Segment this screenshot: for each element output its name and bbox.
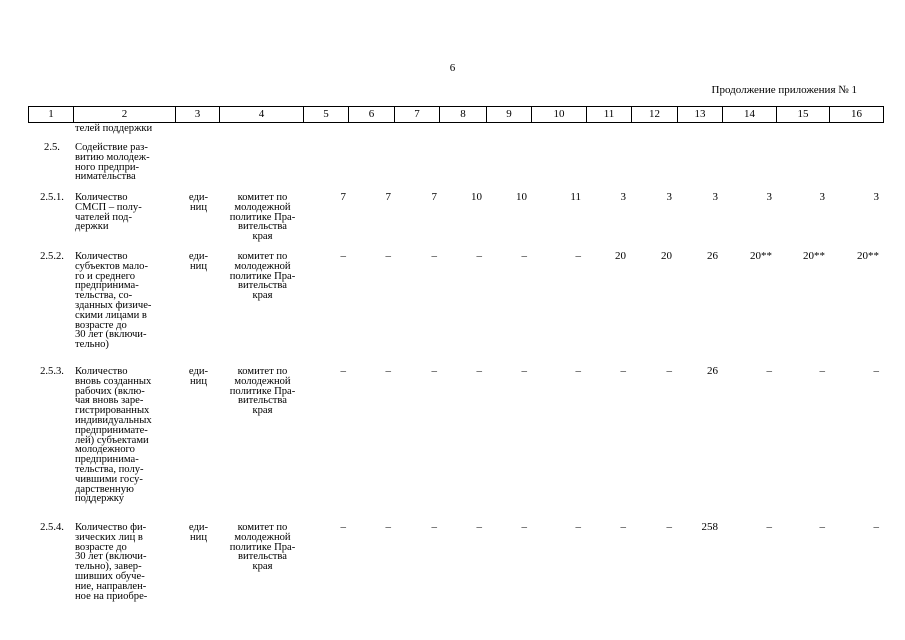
row-number: 2.5.	[44, 142, 60, 153]
header-cell: 2	[74, 107, 176, 123]
value-cell: –	[521, 250, 527, 262]
value-cell: –	[476, 365, 482, 377]
value-cell: –	[873, 365, 879, 377]
row-number: 2.5.4.	[40, 522, 64, 533]
value-cell: 3	[766, 191, 772, 203]
value-cell: 11	[570, 191, 581, 203]
value-cell: –	[766, 365, 772, 377]
value-cell: 20	[615, 250, 626, 262]
value-cell: –	[431, 365, 437, 377]
value-cell: 20**	[857, 250, 879, 262]
value-cell: –	[766, 521, 772, 533]
value-cell: 7	[385, 191, 391, 203]
appendix-caption: Продолжение приложения № 1	[711, 84, 857, 96]
header-cell: 14	[723, 107, 777, 123]
value-cell: 3	[712, 191, 718, 203]
header-cell: 5	[304, 107, 349, 123]
indicator-name: Содействие раз- витию молодеж- ного предпри- нимательства	[75, 142, 150, 183]
header-cell: 4	[220, 107, 304, 123]
header-cell: 1	[29, 107, 74, 123]
carryover-text: телей поддержки	[75, 123, 153, 134]
responsible-executor: комитет по молодежной политике Пра- вительства края	[229, 251, 296, 302]
value-cell: 3	[873, 191, 879, 203]
row-number: 2.5.1.	[40, 192, 64, 203]
value-cell: 26	[707, 365, 718, 377]
indicator-name: Количество вновь созданных рабочих (вклю- чая вновь заре- гистрированных индивидуальных предпринимате- лей) субъектами молодежного предпринима- тельства, полу- чившими госу- дарственную поддержку	[75, 366, 152, 505]
header-cell: 13	[678, 107, 723, 123]
row-number: 2.5.2.	[40, 251, 64, 262]
value-cell: 7	[431, 191, 437, 203]
value-cell: –	[476, 250, 482, 262]
indicator-name: Количество фи- зических лиц в возрасте до 30 лет (включи- тельно), завер- шивших обуче- ние, направлен- ное на приобре-	[75, 522, 148, 602]
responsible-executor: комитет по молодежной политике Пра- вительства края	[229, 192, 296, 243]
value-cell: 7	[340, 191, 346, 203]
value-cell: 26	[707, 250, 718, 262]
value-cell: 3	[819, 191, 825, 203]
header-cell: 9	[487, 107, 532, 123]
value-cell: 3	[666, 191, 672, 203]
row-number: 2.5.3.	[40, 366, 64, 377]
value-cell: –	[476, 521, 482, 533]
value-cell: –	[620, 365, 626, 377]
header-cell: 16	[830, 107, 884, 123]
value-cell: –	[340, 250, 346, 262]
header-cell: 8	[440, 107, 487, 123]
value-cell: –	[431, 250, 437, 262]
value-cell: –	[620, 521, 626, 533]
value-cell: 20**	[803, 250, 825, 262]
value-cell: –	[666, 521, 672, 533]
value-cell: –	[431, 521, 437, 533]
column-number-header	[28, 106, 884, 123]
value-cell: –	[340, 365, 346, 377]
header-cell: 12	[632, 107, 678, 123]
value-cell: –	[385, 250, 391, 262]
value-cell: –	[666, 365, 672, 377]
value-cell: 258	[701, 521, 718, 533]
value-cell: –	[521, 365, 527, 377]
header-cell: 10	[532, 107, 587, 123]
value-cell: –	[385, 521, 391, 533]
page-number: 6	[449, 62, 456, 74]
value-cell: 10	[471, 191, 482, 203]
unit-of-measure: еди- ниц	[188, 251, 209, 272]
header-cell: 6	[349, 107, 395, 123]
unit-of-measure: еди- ниц	[188, 522, 209, 543]
header-cell: 11	[587, 107, 632, 123]
value-cell: –	[385, 365, 391, 377]
header-cell: 7	[395, 107, 440, 123]
value-cell: 20	[661, 250, 672, 262]
value-cell: 20**	[750, 250, 772, 262]
value-cell: –	[575, 250, 581, 262]
value-cell: 3	[620, 191, 626, 203]
header-cell: 15	[777, 107, 830, 123]
value-cell: –	[873, 521, 879, 533]
indicator-name: Количество субъектов мало- го и среднего предпринима- тельства, со- зданных физиче- скими лицами в возрасте до 30 лет (включи- тельно)	[75, 251, 152, 351]
responsible-executor: комитет по молодежной политике Пра- вительства края	[229, 366, 296, 417]
value-cell: –	[575, 521, 581, 533]
value-cell: –	[819, 521, 825, 533]
unit-of-measure: еди- ниц	[188, 366, 209, 387]
unit-of-measure: еди- ниц	[188, 192, 209, 213]
value-cell: –	[819, 365, 825, 377]
value-cell: –	[521, 521, 527, 533]
value-cell: –	[340, 521, 346, 533]
responsible-executor: комитет по молодежной политике Пра- вительства края	[229, 522, 296, 573]
value-cell: –	[575, 365, 581, 377]
indicator-name: Количество СМСП – полу- чателей под- держки	[75, 192, 142, 233]
value-cell: 10	[516, 191, 527, 203]
header-cell: 3	[176, 107, 220, 123]
